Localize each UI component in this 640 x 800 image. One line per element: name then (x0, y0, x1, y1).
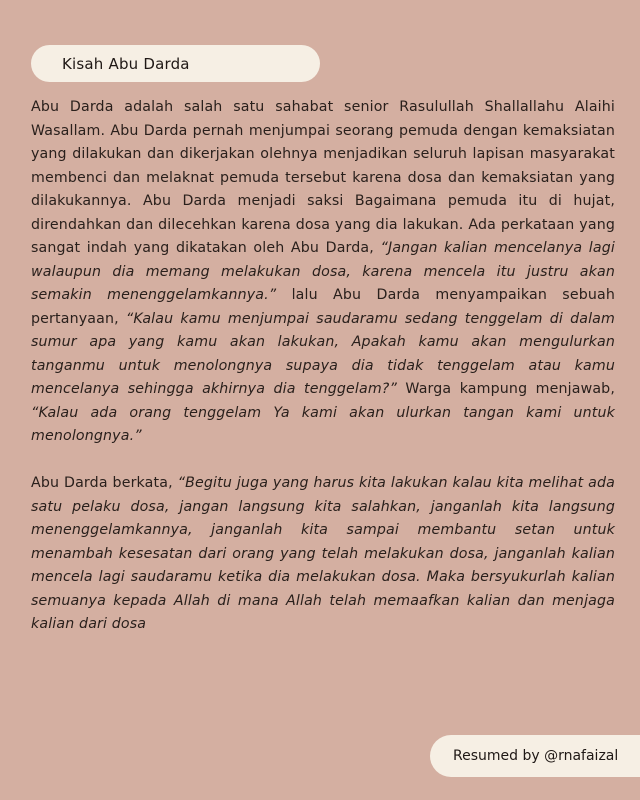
credit-banner (430, 735, 640, 777)
paragraph-1-quote-b: “Kalau kamu menjumpai saudaramu sedang tenggelam di dalam sumur apa yang kamu akan lakukan, Apakah kamu akan mengulurkan tanganmu untuk menolongnya supaya dia tidak tenggelam atau kamu mencelanya sehingga akhirnya dia tenggelam?” (31, 310, 615, 397)
paragraph-1-text-a: Abu Darda adalah salah satu sahabat senior Rasulullah Shallallahu Alaihi Wasallam. Abu Darda pernah menjumpai seorang pemuda dengan kemaksiatan yang dilakukan dan dikerjakan olehnya menjadikan seluruh lapisan masyarakat membenci dan melaknat pemuda tersebut karena dosa dan kemaksiatan yang dilakukannya. Abu Darda menjadi saksi Bagaimana pemuda itu di hujat, direndahkan dan dilecehkan karena dosa yang dia lakukan. Ada perkataan yang sangat indah yang dikatakan oleh Abu Darda, (31, 99, 615, 256)
paragraph-2 (31, 472, 615, 637)
paragraph-2-quote-a: “Begitu juga yang harus kita lakukan kalau kita melihat ada satu pelaku dosa, jangan langsung kita salahkan, janganlah kita langsung menenggelamkannya, janganlah kita sampai membantu setan untuk menambah kesesatan dari orang yang telah melakukan dosa, janganlah kalian mencela lagi saudaramu ketika dia melakukan dosa. Maka bersyukurlah kalian semuanya kepada Allah di mana Allah telah memaafkan kalian dan menjaga kalian dari dosa (31, 475, 615, 632)
paragraph-1-text-c: Warga kampung menjawab, (397, 381, 615, 397)
paragraph-1-text-b: lalu Abu Darda menyampaikan sebuah pertanyaan, (31, 287, 615, 327)
page-title: Kisah Abu Darda (62, 54, 190, 73)
paragraph-1 (31, 96, 615, 449)
credit-text: Resumed by @rnafaizal (453, 748, 619, 764)
paragraph-1-quote-c: “Kalau ada orang tenggelam Ya kami akan ulurkan tangan kami untuk menolongnya.” (31, 404, 615, 444)
paragraph-2-text-a: Abu Darda berkata, (31, 475, 178, 491)
story-body (31, 96, 615, 637)
paragraph-1-quote-a: “Jangan kalian mencelanya lagi walaupun dia memang melakukan dosa, karena mencela itu justru akan semakin menenggelamkannya.” (31, 240, 615, 303)
title-banner (31, 45, 320, 82)
